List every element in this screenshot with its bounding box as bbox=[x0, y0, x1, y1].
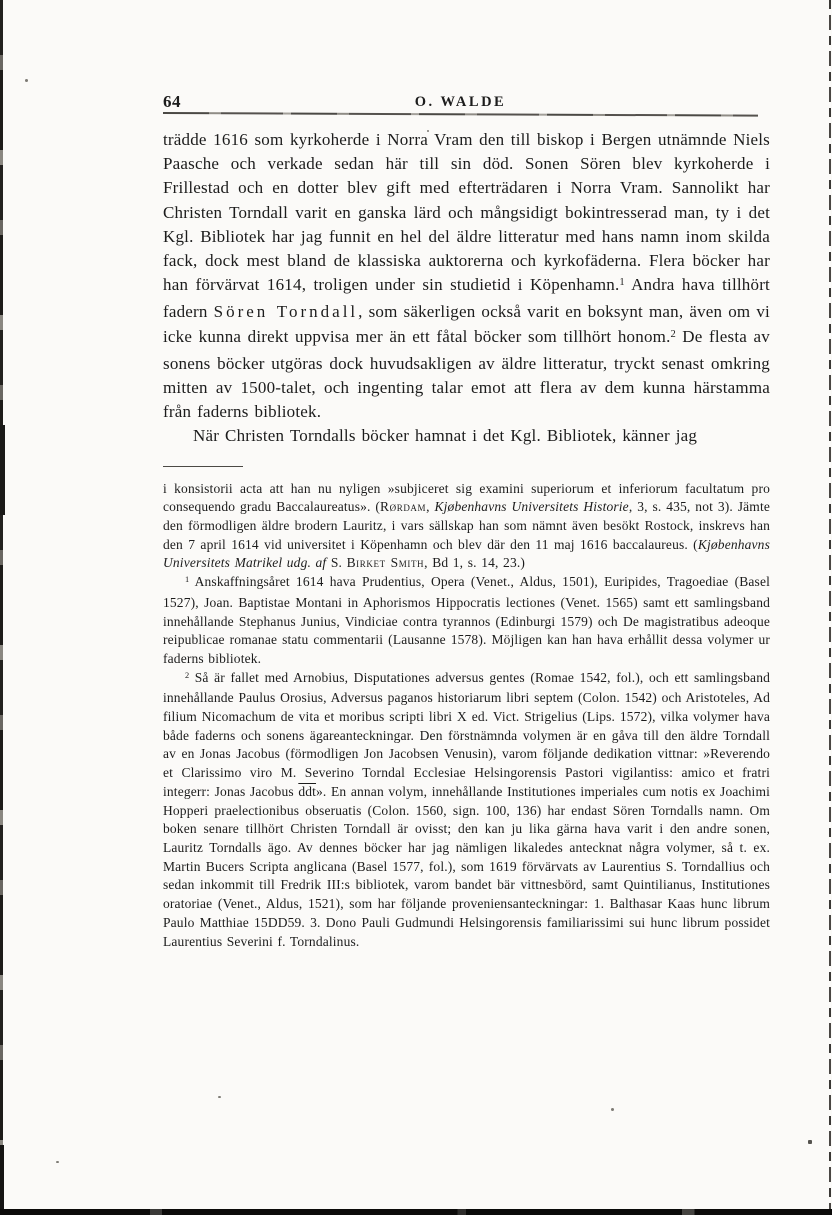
text-segment: trädde 1616 som kyrkoherde i Norra Vram den till biskop i Bergen utnämnde Niels Paasche och verkade sedan här till sin död. Sonen Sören blev kyrkoherde i Frillestad och en dotter blev gift med efterträdaren i Norra Vram. Sannolikt har Christen Torndall varit en ganska lärd och mångsidigt bokintresserad man, ty i det Kgl. Bibliotek har jag funnit en hel del äldre litteratur med hans namn inom skilda fack, dock mest bland de klassiska auktorerna och kyrkofäderna. Flera böcker har han förvärvat 1614, troligen under sin studietid i Köpenhamn. bbox=[163, 130, 770, 295]
footnotes bbox=[163, 480, 770, 952]
footnote-marker: 1 bbox=[619, 277, 625, 289]
scan-artifact-left-blob bbox=[0, 425, 5, 515]
footnote-marker: 1 bbox=[185, 575, 190, 585]
text-segment: , 3, s. 435, not 3). Jämte den förmodligen äldre brodern Lauritz, i vars sällskap han som nämnt även besökt Rostock, inskrevs han den 7 april 1614 vid universitet i Köpenhamn och blev där den 11 maj 1616 baccalaureus. ( bbox=[163, 499, 770, 552]
scan-speck bbox=[611, 1108, 614, 1111]
scan-speck bbox=[25, 79, 28, 82]
scan-artifact-bottom-bar bbox=[0, 1209, 832, 1215]
scan-speck bbox=[808, 1140, 812, 1144]
text-segment: Så är fallet med Arnobius, Disputationes adversus gentes (Romae 1542, fol.), och ett samlingsband innehållande Paulus Orosius, Adversus paganos historiarum libri septem (Colon. 1542) och Aristoteles, Ad filium Nicomachum de vita et moribus scripti libri X ed. Vict. Strigelius (Lips. 1572), vilka volymer hava både faderns och sonens ägareanteckningar. Den förstnämnda volymen är en gåva till den äldre Torndall av en Jonas Jacobus (förmodligen Jon Jacobsen Venusin), varom följande dedikation vittnar: »Reverendo et Clarissimo viro M. Severino Torndal Ecclesiae Helsingorensis Pastori vigilantiss: amico et fratri integerr: Jonas Jacobus bbox=[163, 669, 770, 799]
scan-artifact-right-edge bbox=[829, 0, 831, 1215]
text-segment: ». En annan volym, innehållande Institutiones imperiales cum notis ex Joachimi Hopperi praelectionibus obseruatis (Colon. 1560, sign. 100, 136) har endast Sören Torndalls namn. Om boken senare tillhört Christen Torndall är ovisst; den kan ju lika gärna hava varit i den andre sonen, Lauritz Torndalls ägo. Av dennes böcker har jag nämligen likaledes antecknat några volymer, så t. ex. Martin Bucers Scripta anglicana (Basel 1577, fol.), som 1619 förvärvats av Laurentius S. Torndallius och sedan inkommit till Fredrik III:s bibliotek, varom bandet bär vittnesbörd, samt Quintilianus, Institutiones oratoriae (Venet., Aldus, 1521), som har följande proveniensanteckningar: 1. Balthasar Kaas hunc librum Paulo Matthiae 15DD59. 3. Dono Pauli Gudmundi Helsingorensis familiarissimi sui hunc librum possidet Laurentius Severini f. Torndalinus. bbox=[163, 783, 770, 949]
page-number: 64 bbox=[163, 92, 181, 111]
text-segment: $\overline{ddt}$ bbox=[298, 783, 317, 799]
text-segment: Kjøbenhavns Universitets Matrikel udg. af bbox=[163, 536, 770, 571]
text-segment: Rørdam bbox=[380, 499, 427, 515]
scan-speck bbox=[56, 1161, 59, 1163]
text-segment: När Christen Torndalls böcker hamnat i det Kgl. Bibliotek, känner jag bbox=[193, 426, 698, 446]
footnote-marker: 2 bbox=[670, 328, 676, 340]
text-segment: Birket Smith bbox=[346, 555, 425, 571]
text-block bbox=[163, 128, 770, 951]
footnote-2 bbox=[163, 669, 770, 952]
text-segment: , Bd 1, s. 14, 23.) bbox=[424, 555, 526, 571]
body-paragraph-1 bbox=[163, 128, 770, 424]
text-segment: Andra hava tillhört fadern bbox=[163, 275, 770, 322]
body-paragraph-2 bbox=[163, 424, 770, 448]
scan-speck bbox=[218, 1096, 221, 1098]
text-segment: De flesta av sonens böcker utgöras dock huvudsakligen av äldre litteratur, tryckt senast omkring mitten av 1500-talet, och ingenting talar emot att flera av dem kunna härstamma från faderns bibliotek. bbox=[163, 326, 770, 422]
text-segment: Anskaffningsåret 1614 hava Prudentius, Opera (Venet., Aldus, 1501), Euripides, Tragoediae (Basel 1527), Joan. Baptistae Montani in Aphorismos Hippocratis lectiones (Venet. 1565) samt ett samlingsband innehållande Stephanus Junius, Vindiciae contra tyrannos (Edinburgi 1579) och De magistratibus adeoque reipublicae romanae statu commentarii (Lausanne 1578). Möjligen kan han hava erhållit dessa volymer ur faderns bibliotek. bbox=[163, 574, 770, 666]
text-segment: i konsistorii acta att han nu nyligen »subjiceret sig examini superiorum et inferiorum facultatum pro consequendo gradu Baccalaureatus». ( bbox=[163, 480, 770, 515]
footnote-marker: 2 bbox=[185, 670, 190, 680]
footnote-1 bbox=[163, 573, 770, 669]
text-segment: S. bbox=[326, 555, 347, 571]
body-text bbox=[163, 128, 770, 449]
scan-artifact-left-blob bbox=[0, 1145, 4, 1215]
footnote-separator bbox=[163, 466, 243, 467]
text-segment: , bbox=[426, 499, 435, 515]
running-title: O. WALDE bbox=[414, 94, 507, 110]
text-segment: Sören Torndall bbox=[213, 302, 359, 322]
scan-artifact-left-edge bbox=[0, 0, 3, 1215]
text-segment: Kjøbenhavns Universitets Historie bbox=[434, 499, 629, 515]
text-segment: , som säkerligen också varit en boksynt man, även om vi icke kunna direkt uppvisa mer än ett fåtal böcker som tillhört honom. bbox=[163, 302, 770, 346]
running-head bbox=[163, 92, 758, 113]
footnote-continuation bbox=[163, 480, 770, 574]
